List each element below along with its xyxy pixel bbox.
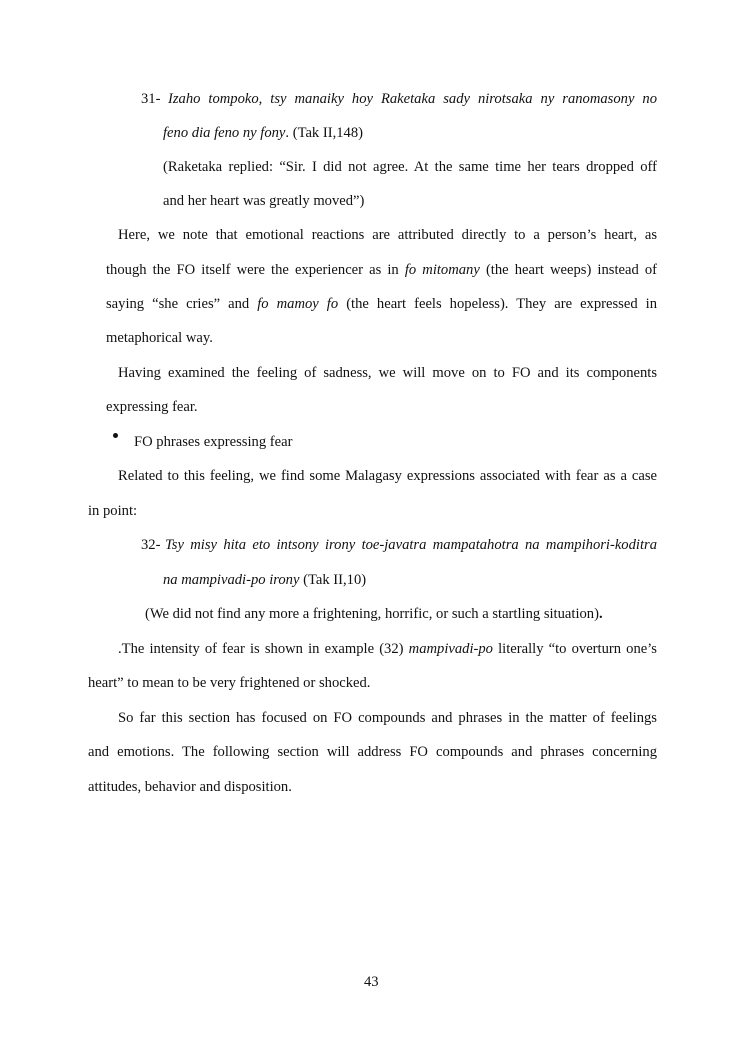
malagasy-term: fo mamoy fo <box>257 296 339 312</box>
text: (the heart feels hopeless). They are expressed in <box>338 296 657 312</box>
page-number: 43 <box>364 974 379 990</box>
text-line <box>106 261 657 279</box>
citation: (Tak II,10) <box>299 572 367 588</box>
text-line: Related to this feeling, we find some Malagasy expressions associated with fear as a case <box>118 468 657 484</box>
example-line <box>165 536 657 554</box>
translation-line: and her heart was greatly moved”) <box>163 193 365 209</box>
text-line <box>106 295 657 313</box>
malagasy-text: Tsy misy hita eto intsony irony toe-javatra mampatahotra na mampihori-koditra <box>165 537 657 553</box>
example-number: 32- <box>141 537 161 553</box>
example-line <box>168 90 657 108</box>
example-number: 31- <box>141 91 161 107</box>
text-line: in point: <box>88 503 138 519</box>
malagasy-text: na mampivadi-po irony <box>163 572 300 588</box>
text-line: expressing fear. <box>106 399 198 415</box>
text-line: Having examined the feeling of sadness, we will move on to FO and its components <box>118 365 657 381</box>
malagasy-term: fo mitomany <box>404 262 480 278</box>
text: (the heart weeps) instead of <box>479 262 658 278</box>
text: saying “she cries” and <box>106 296 258 312</box>
text-line <box>118 640 657 658</box>
text-line: and emotions. The following section will address FO compounds and phrases concerning <box>88 744 657 760</box>
text-line: So far this section has focused on FO compounds and phrases in the matter of feelings <box>118 710 657 726</box>
text: though the FO itself were the experiencer as in <box>106 262 405 278</box>
malagasy-text: feno dia feno ny fony <box>163 125 286 141</box>
bullet-item: FO phrases expressing fear <box>134 434 293 450</box>
example-line <box>163 571 366 589</box>
bullet-icon <box>113 433 118 438</box>
malagasy-text: Izaho tompoko, tsy manaiky hoy Raketaka sady nirotsaka ny ranomasony no <box>168 91 657 107</box>
text: .The intensity of fear is shown in example (32) <box>118 641 409 657</box>
malagasy-term: mampivadi-po <box>408 641 493 657</box>
translation-line: (Raketaka replied: “Sir. I did not agree. At the same time her tears dropped off <box>163 159 657 175</box>
example-line <box>163 124 363 142</box>
text-line: heart” to mean to be very frightened or shocked. <box>88 675 371 691</box>
text: literally “to overturn one’s <box>492 641 657 657</box>
text-line: attitudes, behavior and disposition. <box>88 779 292 795</box>
citation: . (Tak II,148) <box>285 125 363 141</box>
text-line: Here, we note that emotional reactions are attributed directly to a person’s heart, as <box>118 227 657 243</box>
text-line: metaphorical way. <box>106 330 213 346</box>
period: . <box>598 606 603 622</box>
text: (We did not find any more a frightening, horrific, or such a startling situation) <box>145 606 599 622</box>
translation-line <box>145 605 603 623</box>
